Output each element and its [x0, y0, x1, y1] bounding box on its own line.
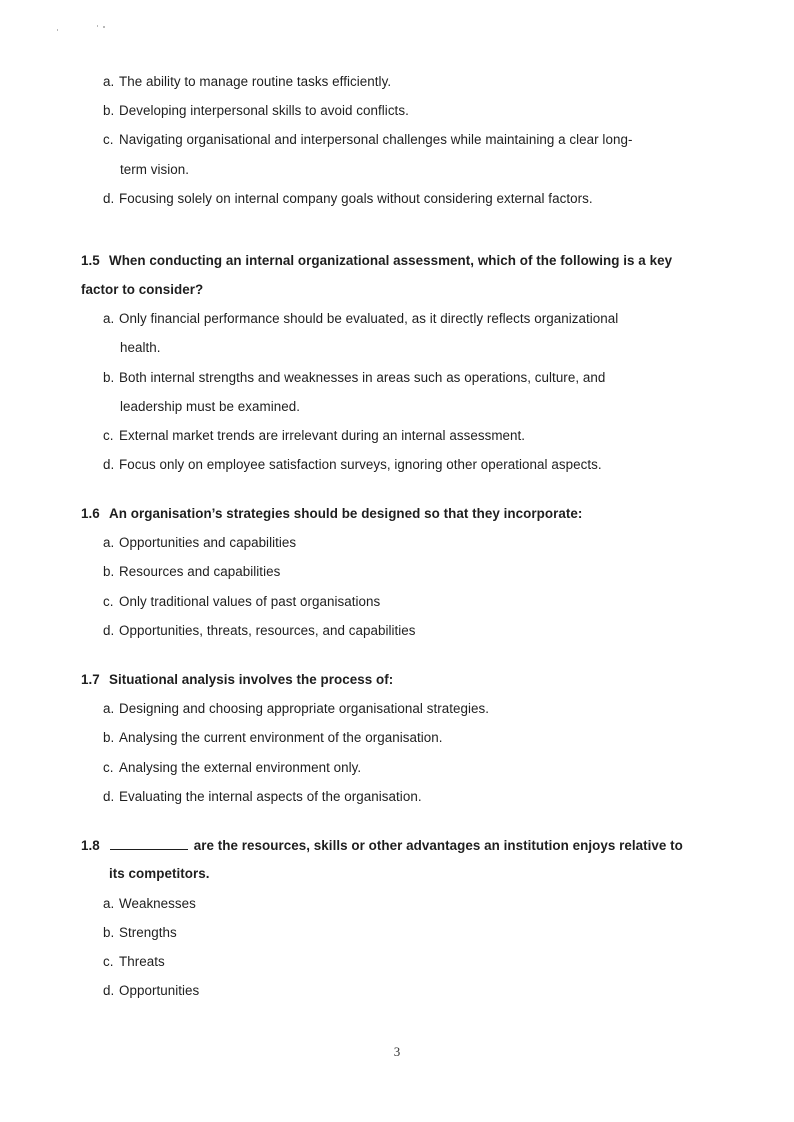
question-text: are the resources, skills or other advantages an institution enjoys relative to: [193, 838, 683, 853]
question-number: 1.5: [81, 253, 100, 268]
option-text: Opportunities and capabilities: [119, 535, 297, 550]
option-letter: a.: [103, 535, 115, 550]
option-text: Opportunities: [119, 983, 200, 998]
option-b: [103, 103, 409, 119]
option-letter: a.: [103, 311, 115, 326]
option-a: [103, 896, 196, 912]
option-text: Resources and capabilities: [119, 564, 281, 579]
option-letter: a.: [103, 701, 115, 716]
option-b: [103, 730, 443, 746]
option-letter: b.: [103, 564, 115, 579]
option-text: Only traditional values of past organisations: [119, 594, 381, 609]
option-text: Analysing the external environment only.: [119, 760, 362, 775]
option-a: [103, 74, 391, 90]
option-c: [103, 428, 525, 444]
fill-in-blank: [110, 837, 188, 850]
question-1-5: [81, 253, 672, 269]
question-text: When conducting an internal organizational assessment, which of the following is a key: [109, 253, 673, 268]
option-letter: c.: [103, 594, 114, 609]
question-1-8-continuation: its competitors.: [109, 866, 210, 881]
option-a: [103, 535, 296, 551]
question-number: 1.7: [81, 672, 100, 687]
question-1-6: [81, 506, 582, 522]
question-1-7: [81, 672, 393, 688]
option-letter: d.: [103, 983, 115, 998]
scan-speck: [97, 25, 98, 27]
option-letter: d.: [103, 789, 115, 804]
option-b: [103, 925, 177, 941]
option-text: External market trends are irrelevant during an internal assessment.: [119, 428, 526, 443]
option-letter: b.: [103, 103, 115, 118]
option-c: [103, 954, 165, 970]
option-c: [103, 594, 380, 610]
page-number: 3: [393, 1044, 401, 1059]
option-text: Focusing solely on internal company goals without considering external factors.: [119, 191, 593, 206]
option-letter: c.: [103, 954, 114, 969]
question-1-5-continuation: factor to consider?: [81, 282, 204, 297]
option-text: Developing interpersonal skills to avoid conflicts.: [119, 103, 409, 118]
question-number: 1.6: [81, 506, 100, 521]
option-letter: c.: [103, 760, 114, 775]
option-d: [103, 191, 593, 207]
option-b: [103, 370, 605, 386]
option-letter: d.: [103, 457, 115, 472]
option-a-continuation: health.: [120, 340, 161, 355]
option-letter: d.: [103, 623, 115, 638]
question-1-8: [81, 837, 683, 854]
option-d: [103, 789, 422, 805]
option-d: [103, 983, 199, 999]
option-letter: c.: [103, 428, 114, 443]
option-b-continuation: leadership must be examined.: [120, 399, 301, 414]
option-d: [103, 457, 602, 473]
question-text: Situational analysis involves the process of:: [109, 672, 394, 687]
option-b: [103, 564, 280, 580]
option-text: Designing and choosing appropriate organisational strategies.: [119, 701, 490, 716]
option-text: Navigating organisational and interpersonal challenges while maintaining a clear long-: [119, 132, 633, 147]
option-a: [103, 701, 489, 717]
option-letter: b.: [103, 730, 115, 745]
option-a: [103, 311, 618, 327]
scan-speck: [103, 26, 105, 28]
question-text: An organisation’s strategies should be designed so that they incorporate:: [109, 506, 583, 521]
option-text: Weaknesses: [119, 896, 196, 911]
option-text: Opportunities, threats, resources, and capabilities: [119, 623, 416, 638]
option-text: Threats: [119, 954, 165, 969]
option-text: Both internal strengths and weaknesses in areas such as operations, culture, and: [119, 370, 606, 385]
option-letter: b.: [103, 370, 115, 385]
option-d: [103, 623, 416, 639]
option-text: Only financial performance should be evaluated, as it directly reflects organizational: [119, 311, 619, 326]
question-number: 1.8: [81, 838, 100, 853]
option-c-continuation: term vision.: [120, 162, 190, 177]
option-text: Focus only on employee satisfaction surveys, ignoring other operational aspects.: [119, 457, 602, 472]
option-c: [103, 760, 361, 776]
option-text: Analysing the current environment of the organisation.: [119, 730, 443, 745]
option-letter: b.: [103, 925, 115, 940]
option-text: The ability to manage routine tasks efficiently.: [119, 74, 392, 89]
option-text: Evaluating the internal aspects of the organisation.: [119, 789, 422, 804]
option-letter: d.: [103, 191, 115, 206]
option-letter: c.: [103, 132, 114, 147]
option-letter: a.: [103, 74, 115, 89]
option-text: Strengths: [119, 925, 177, 940]
option-c: [103, 132, 632, 148]
scan-speck: [57, 29, 58, 31]
option-letter: a.: [103, 896, 115, 911]
